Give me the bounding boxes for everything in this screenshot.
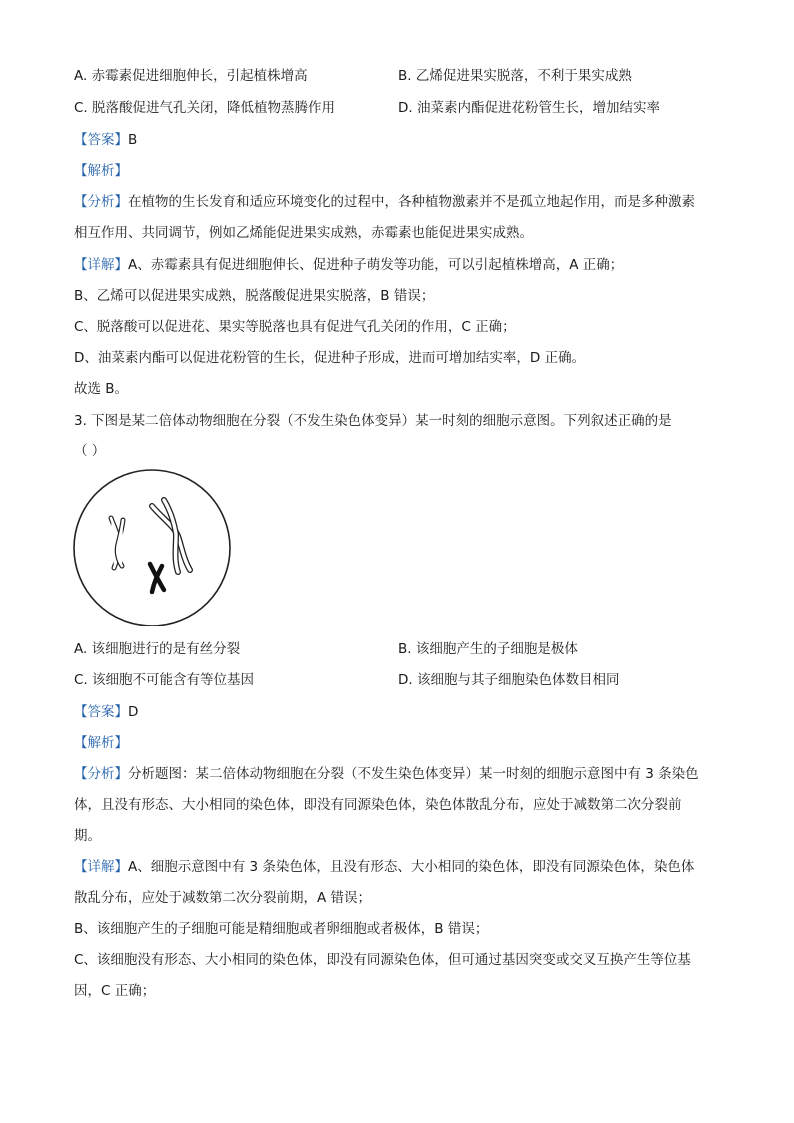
- q3-stem-line-1: 3. 下图是某二倍体动物细胞在分裂（不发生染色体变异）某一时刻的细胞示意图。下列叙述正确的是: [74, 413, 672, 429]
- cell-svg: [70, 466, 238, 626]
- q2-conclusion: 故选 B。: [74, 381, 129, 397]
- q2-jiexi-line: [74, 161, 128, 181]
- q3-fenxi-line-3: 期。: [74, 828, 101, 844]
- q3-option-b: B. 该细胞产生的子细胞是极体: [398, 641, 578, 657]
- q3-option-c: C. 该细胞不可能含有等位基因: [74, 672, 255, 688]
- q3-stem-line-2: （ ）: [74, 443, 106, 459]
- q3-xiangjie-b: B、该细胞产生的子细胞可能是精细胞或者卵细胞或者极体，B 错误；: [74, 921, 489, 937]
- q2-option-a: A. 赤霉素促进细胞伸长，引起植株增高: [74, 68, 308, 84]
- q2-fenxi-line-2: 相互作用、共同调节，例如乙烯能促进果实成熟，赤霉素也能促进果实成熟。: [74, 225, 533, 241]
- q2-option-c: C. 脱落酸促进气孔关闭，降低植物蒸腾作用: [74, 100, 336, 116]
- q2-xiangjie-d: D、油菜素内酯可以促进花粉管的生长，促进种子形成，进而可增加结实率，D 正确。: [74, 350, 586, 366]
- answer-value: D: [128, 704, 139, 720]
- jiexi-tag: 【解析】: [74, 163, 128, 179]
- q2-option-b: B. 乙烯促进果实脱落，不利于果实成熟: [398, 68, 632, 84]
- q2-xiangjie-a: [74, 255, 623, 275]
- answer-tag: 【答案】: [74, 704, 128, 720]
- fenxi-tag: 【分析】: [74, 194, 128, 210]
- q2-answer-line: [74, 130, 137, 150]
- q3-xiangjie-a1: [74, 857, 694, 877]
- q3-xiangjie-c1: C、该细胞没有形态、大小相同的染色体，即没有同源染色体，但可通过基因突变或交叉互换产生等位基: [74, 952, 691, 968]
- xiangjie-text: A、赤霉素具有促进细胞伸长、促进种子萌发等功能，可以引起植株增高，A 正确；: [128, 257, 624, 273]
- q3-xiangjie-a2: 散乱分布，应处于减数第二次分裂前期，A 错误；: [74, 890, 372, 906]
- q2-xiangjie-b: B、乙烯可以促进果实成熟，脱落酸促进果实脱落，B 错误；: [74, 288, 435, 304]
- q3-option-a: A. 该细胞进行的是有丝分裂: [74, 641, 241, 657]
- q3-jiexi-line: [74, 733, 128, 753]
- jiexi-tag: 【解析】: [74, 735, 128, 751]
- q2-option-d: D. 油菜素内酯促进花粉管生长，增加结实率: [398, 100, 660, 116]
- q3-fenxi-line-2: 体，且没有形态、大小相同的染色体，即没有同源染色体，染色体散乱分布，应处于减数第二次分裂前: [74, 797, 682, 813]
- q2-xiangjie-c: C、脱落酸可以促进花、果实等脱落也具有促进气孔关闭的作用，C 正确；: [74, 319, 516, 335]
- answer-value: B: [128, 132, 138, 148]
- fenxi-text: 分析题图：某二倍体动物细胞在分裂（不发生染色体变异）某一时刻的细胞示意图中有 3 条染色: [128, 766, 699, 782]
- cell-diagram: [70, 466, 238, 626]
- xiangjie-text: A、细胞示意图中有 3 条染色体，且没有形态、大小相同的染色体，即没有同源染色体，染色体: [128, 859, 695, 875]
- q3-option-d: D. 该细胞与其子细胞染色体数目相同: [398, 672, 620, 688]
- answer-tag: 【答案】: [74, 132, 128, 148]
- xiangjie-tag: 【详解】: [74, 257, 128, 273]
- cell-membrane: [74, 470, 230, 626]
- xiangjie-tag: 【详解】: [74, 859, 128, 875]
- q3-xiangjie-c2: 因，C 正确；: [74, 983, 156, 999]
- fenxi-tag: 【分析】: [74, 766, 128, 782]
- fenxi-text: 在植物的生长发育和适应环境变化的过程中，各种植物激素并不是孤立地起作用，而是多种激素: [128, 194, 695, 210]
- q3-fenxi-line-1: [74, 764, 699, 784]
- q2-fenxi-line-1: [74, 192, 695, 212]
- q3-answer-line: [74, 702, 138, 722]
